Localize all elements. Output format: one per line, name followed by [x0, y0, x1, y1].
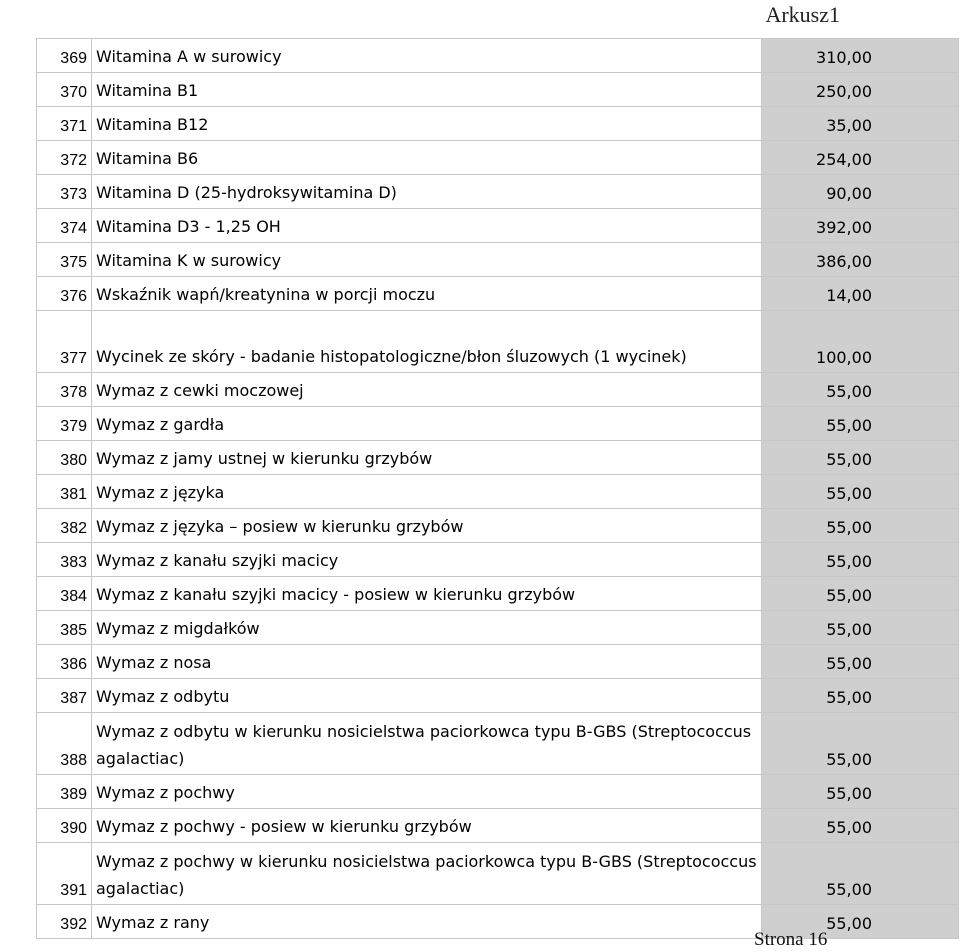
- test-price: 392,00: [762, 209, 959, 243]
- row-number: 370: [37, 73, 92, 107]
- table-row: [37, 373, 959, 407]
- test-name-text: Wymaz z języka: [96, 483, 225, 502]
- table-row: [37, 107, 959, 141]
- page-number: Strona 16: [754, 929, 828, 950]
- test-price: 55,00: [762, 645, 959, 679]
- test-name: [92, 107, 762, 141]
- test-name: [92, 905, 762, 939]
- test-name-text: Wymaz z kanału szyjki macicy - posiew w kierunku grzybów: [96, 585, 576, 604]
- table-row: [37, 543, 959, 577]
- test-price: 35,00: [762, 107, 959, 141]
- test-price: 55,00: [762, 441, 959, 475]
- test-name-text: Witamina D3 - 1,25 OH: [96, 217, 281, 236]
- test-name: [92, 441, 762, 475]
- table-row: [37, 407, 959, 441]
- table-row: [37, 243, 959, 277]
- table-row: [37, 577, 959, 611]
- test-name-text: Wymaz z rany: [96, 913, 210, 932]
- test-name: [92, 475, 762, 509]
- test-name: [92, 713, 762, 775]
- test-name: [92, 209, 762, 243]
- row-number: 371: [37, 107, 92, 141]
- table-row: [37, 509, 959, 543]
- test-name-text: Wymaz z migdałków: [96, 619, 260, 638]
- test-price: 55,00: [762, 775, 959, 809]
- test-name: [92, 311, 762, 373]
- table-row: [37, 645, 959, 679]
- test-price: 55,00: [762, 679, 959, 713]
- test-price: 55,00: [762, 407, 959, 441]
- test-price: 55,00: [762, 713, 959, 775]
- table-row: [37, 843, 959, 905]
- sheet-name: Arkusz1: [765, 2, 840, 27]
- test-price: 55,00: [762, 843, 959, 905]
- row-number: 377: [37, 311, 92, 373]
- test-name-text: Wskaźnik wapń/kreatynina w porcji moczu: [96, 285, 436, 304]
- test-price: 55,00: [762, 577, 959, 611]
- row-number: 374: [37, 209, 92, 243]
- table-row: [37, 713, 959, 775]
- test-price: 386,00: [762, 243, 959, 277]
- test-name-text: Wymaz z gardła: [96, 415, 225, 434]
- table-row: [37, 141, 959, 175]
- table-row: [37, 475, 959, 509]
- test-name: [92, 543, 762, 577]
- test-price: 254,00: [762, 141, 959, 175]
- test-name-text: Wymaz z odbytu w kierunku nosicielstwa paciorkowca typu B-GBS (Streptococcus agalactiac): [96, 722, 752, 768]
- table-row: [37, 277, 959, 311]
- row-number: 389: [37, 775, 92, 809]
- test-price: 55,00: [762, 611, 959, 645]
- row-number: 384: [37, 577, 92, 611]
- test-name-text: Wymaz z kanału szyjki macicy: [96, 551, 339, 570]
- test-name: [92, 141, 762, 175]
- row-number: 381: [37, 475, 92, 509]
- test-name: [92, 775, 762, 809]
- test-price: 55,00: [762, 543, 959, 577]
- test-price: 55,00: [762, 905, 959, 939]
- test-name-text: Wycinek ze skóry - badanie histopatologiczne/błon śluzowych (1 wycinek): [96, 347, 687, 366]
- test-price: 250,00: [762, 73, 959, 107]
- row-number: 392: [37, 905, 92, 939]
- test-name-text: Wymaz z pochwy - posiew w kierunku grzybów: [96, 817, 472, 836]
- test-price: 14,00: [762, 277, 959, 311]
- row-number: 386: [37, 645, 92, 679]
- test-name-text: Wymaz z nosa: [96, 653, 212, 672]
- test-name: [92, 243, 762, 277]
- test-price: 90,00: [762, 175, 959, 209]
- test-name: [92, 73, 762, 107]
- test-name-text: Wymaz z języka – posiew w kierunku grzybów: [96, 517, 464, 536]
- test-name-text: Witamina B12: [96, 115, 209, 134]
- row-number: 382: [37, 509, 92, 543]
- test-name: [92, 843, 762, 905]
- row-number: 387: [37, 679, 92, 713]
- table-row: [37, 809, 959, 843]
- row-number: 385: [37, 611, 92, 645]
- table-row: [37, 311, 959, 373]
- test-name: [92, 611, 762, 645]
- test-price: 55,00: [762, 475, 959, 509]
- row-number: 376: [37, 277, 92, 311]
- test-price: 55,00: [762, 373, 959, 407]
- row-number: 379: [37, 407, 92, 441]
- table-row: [37, 441, 959, 475]
- test-name-text: Wymaz z odbytu: [96, 687, 230, 706]
- test-name: [92, 809, 762, 843]
- test-name-text: Witamina B1: [96, 81, 199, 100]
- row-number: 380: [37, 441, 92, 475]
- test-name: [92, 509, 762, 543]
- price-table: [36, 38, 959, 939]
- test-name: [92, 645, 762, 679]
- test-name: [92, 277, 762, 311]
- table-row: [37, 209, 959, 243]
- test-price: 55,00: [762, 509, 959, 543]
- test-name-text: Witamina K w surowicy: [96, 251, 282, 270]
- test-name: [92, 175, 762, 209]
- test-name: [92, 407, 762, 441]
- table-row: [37, 611, 959, 645]
- test-name-text: Wymaz z pochwy: [96, 783, 235, 802]
- table-row: [37, 175, 959, 209]
- test-price: 100,00: [762, 311, 959, 373]
- row-number: 375: [37, 243, 92, 277]
- test-name: [92, 373, 762, 407]
- row-number: 378: [37, 373, 92, 407]
- table-row: [37, 775, 959, 809]
- row-number: 391: [37, 843, 92, 905]
- table-row: [37, 679, 959, 713]
- row-number: 372: [37, 141, 92, 175]
- row-number: 383: [37, 543, 92, 577]
- test-name-text: Wymaz z pochwy w kierunku nosicielstwa paciorkowca typu B-GBS (Streptococcus agalactiac): [96, 852, 757, 898]
- table-row: [37, 73, 959, 107]
- test-name: [92, 679, 762, 713]
- test-name-text: Witamina A w surowicy: [96, 47, 282, 66]
- test-name-text: Wymaz z cewki moczowej: [96, 381, 304, 400]
- test-price: 55,00: [762, 809, 959, 843]
- table-row: [37, 39, 959, 73]
- test-name: [92, 39, 762, 73]
- row-number: 373: [37, 175, 92, 209]
- test-name-text: Wymaz z jamy ustnej w kierunku grzybów: [96, 449, 433, 468]
- test-name-text: Witamina B6: [96, 149, 199, 168]
- test-name-text: Witamina D (25-hydroksywitamina D): [96, 183, 397, 202]
- row-number: 390: [37, 809, 92, 843]
- test-price: 310,00: [762, 39, 959, 73]
- test-name: [92, 577, 762, 611]
- row-number: 388: [37, 713, 92, 775]
- row-number: 369: [37, 39, 92, 73]
